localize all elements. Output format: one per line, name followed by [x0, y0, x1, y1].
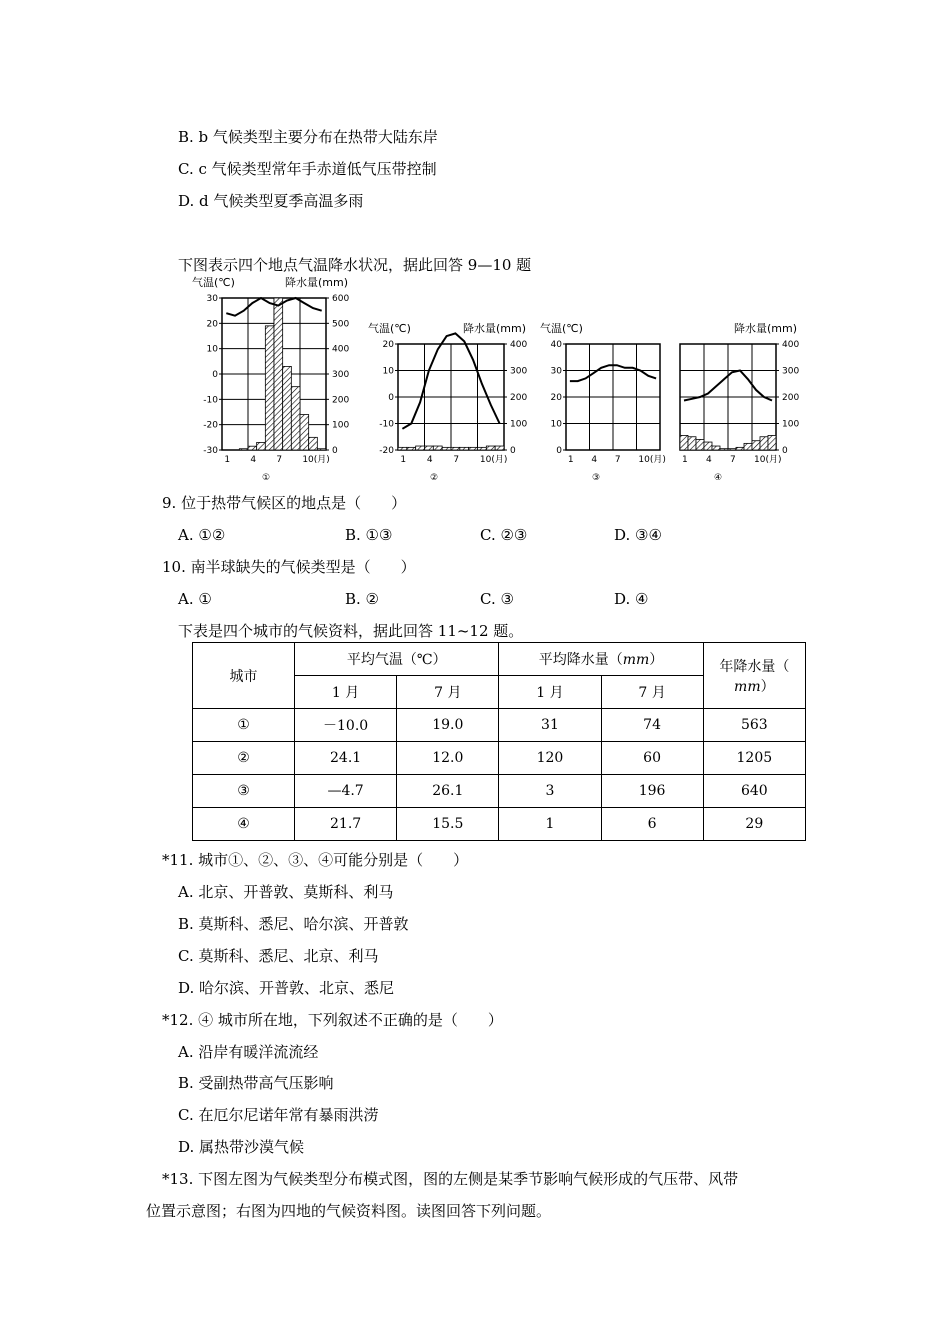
precip-bar	[283, 366, 292, 450]
temp-tick-label: 0	[212, 370, 218, 380]
chart3-grid	[566, 344, 660, 450]
precip-bar	[752, 441, 760, 450]
precip-bar	[433, 446, 442, 450]
header-temp-jul: 7 月	[397, 676, 499, 709]
temp-tick-label: 0	[556, 446, 562, 456]
cell-temp-jan: 24.1	[295, 742, 397, 775]
chart1-precip-label: 降水量(mm)	[285, 276, 349, 289]
climate-chart-2	[366, 320, 538, 484]
month-tick-label: 1	[400, 455, 407, 465]
cell-city: ①	[193, 709, 295, 742]
chart1-temp-label: 气温(℃)	[192, 276, 235, 289]
cell-precip-jul: 6	[601, 808, 703, 841]
precip-tick-label: 200	[332, 395, 350, 406]
precip-bar	[478, 447, 487, 450]
precip-tick-label: 400	[510, 340, 528, 350]
chart2-precip-label: 降水量(mm)	[463, 322, 527, 335]
precip-tick-label: 300	[782, 366, 800, 377]
q8-option-b: B. b 气候类型主要分布在热带大陆东岸	[178, 128, 438, 146]
climate-chart-1	[190, 274, 360, 484]
precip-bar	[696, 439, 704, 450]
header-avg-precip: 平均降水量（mm）	[499, 643, 703, 676]
precip-tick-label: 500	[332, 319, 350, 330]
precip-bar	[248, 446, 257, 450]
cell-precip-jul: 74	[601, 709, 703, 742]
precip-tick-label: 200	[782, 393, 800, 403]
cell-precip-jul: 60	[601, 742, 703, 775]
month-tick-label: 1	[567, 455, 574, 465]
header-temp-jan: 1 月	[295, 676, 397, 709]
precip-bar	[317, 449, 326, 450]
month-tick-label: 4	[426, 455, 433, 465]
header-precip-jul: 7 月	[601, 676, 703, 709]
temp-tick-label: 30	[206, 294, 218, 304]
precip-bar	[274, 298, 283, 450]
precip-bar	[460, 447, 469, 450]
month-tick-label: 10(月)	[638, 455, 666, 465]
question-11: *11. 城市①、②、③、④可能分别是（ ）	[162, 851, 469, 869]
precip-tick-label: 100	[332, 420, 350, 431]
climate-chart-4	[678, 320, 812, 484]
q8-option-d: D. d 气候类型夏季高温多雨	[178, 192, 364, 210]
temp-tick-label: -20	[203, 420, 218, 431]
cell-temp-jan: －10.0	[295, 709, 397, 742]
table-row	[193, 742, 806, 775]
temp-tick-label: 20	[206, 319, 218, 330]
question-12: *12. ④ 城市所在地，下列叙述不正确的是（ ）	[162, 1011, 503, 1029]
precip-tick-label: 300	[332, 370, 350, 380]
temp-tick-label: -30	[203, 446, 218, 456]
precip-tick-label: 0	[510, 446, 516, 456]
question-13-line2: 位置示意图；右图为四地的气候资料图。读图回答下列问题。	[146, 1202, 552, 1220]
precip-bar	[736, 447, 744, 450]
precip-bar	[407, 447, 416, 450]
question-10: 10. 南半球缺失的气候类型是（ ）	[162, 558, 416, 576]
cell-precip-jul: 196	[601, 775, 703, 808]
q10-option-b: B. ②	[345, 590, 380, 608]
q9-option-c: C. ②③	[480, 526, 528, 544]
chart4-precip-label: 降水量(mm)	[734, 322, 798, 335]
intro-11-12: 下表是四个城市的气候资料，据此回答 11~12 题。	[178, 622, 524, 640]
precip-tick-label: 100	[782, 419, 800, 430]
month-tick-label: 10(月)	[479, 455, 508, 465]
month-tick-label: 10(月)	[754, 455, 782, 465]
chart4-marker: ④	[713, 473, 723, 483]
temp-tick-label: -10	[379, 419, 394, 430]
precip-bar	[680, 435, 688, 450]
cell-city: ③	[193, 775, 295, 808]
climate-chart-3	[538, 320, 678, 484]
header-precip-jan: 1 月	[499, 676, 601, 709]
temp-tick-label: 40	[550, 340, 562, 350]
cell-city: ④	[193, 808, 295, 841]
cell-temp-jan: 21.7	[295, 808, 397, 841]
chart2-marker: ②	[429, 473, 439, 483]
precip-tick-label: 400	[332, 344, 350, 355]
q11-option-d: D. 哈尔滨、开普敦、北京、悉尼	[178, 979, 395, 997]
month-tick-label: 1	[224, 455, 231, 465]
precip-bar	[704, 442, 712, 450]
precip-tick-label: 200	[510, 393, 528, 403]
header-avg-temp: 平均气温（℃）	[295, 643, 499, 676]
precip-tick-label: 100	[510, 419, 528, 430]
month-tick-label: 7	[614, 455, 621, 465]
cell-precip-jan: 1	[499, 808, 601, 841]
cell-annual: 640	[703, 775, 805, 808]
precip-bar	[486, 446, 495, 450]
question-9: 9. 位于热带气候区的地点是（ ）	[162, 494, 407, 512]
cell-precip-jan: 31	[499, 709, 601, 742]
q11-option-b: B. 莫斯科、悉尼、哈尔滨、开普敦	[178, 915, 409, 933]
month-tick-label: 7	[276, 455, 283, 465]
cell-temp-jul: 12.0	[397, 742, 499, 775]
precip-bar	[688, 437, 696, 450]
cell-temp-jul: 15.5	[397, 808, 499, 841]
cell-precip-jan: 120	[499, 742, 601, 775]
chart1-marker: ①	[261, 473, 271, 483]
temp-tick-label: 20	[550, 393, 562, 403]
cell-annual: 29	[703, 808, 805, 841]
precip-bar	[425, 446, 434, 450]
table-row	[193, 775, 806, 808]
q9-option-b: B. ①③	[345, 526, 393, 544]
month-tick-label: 10(月)	[302, 455, 330, 465]
q10-option-a: A. ①	[178, 590, 212, 608]
month-tick-label: 4	[250, 455, 257, 465]
header-city: 城市	[193, 643, 295, 709]
header-annual-precip: 年降水量（ mm）	[703, 643, 805, 709]
chart3-marker: ③	[591, 473, 601, 483]
temp-tick-label: 10	[550, 419, 562, 430]
q11-option-c: C. 莫斯科、悉尼、北京、利马	[178, 947, 379, 965]
precip-tick-label: 0	[332, 446, 338, 456]
precip-bar	[291, 387, 300, 450]
month-tick-label: 7	[730, 455, 736, 465]
cell-city: ②	[193, 742, 295, 775]
precip-bar	[760, 437, 768, 450]
precip-bar	[398, 447, 407, 450]
cell-temp-jan: —4.7	[295, 775, 397, 808]
precip-bar	[309, 437, 318, 450]
q8-option-c: C. c 气候类型常年手赤道低气压带控制	[178, 160, 437, 178]
cell-temp-jul: 19.0	[397, 709, 499, 742]
temp-tick-label: 10	[382, 366, 394, 377]
question-13-line1: *13. 下图左图为气候类型分布模式图，图的左侧是某季节影响气候形成的气压带、风带	[162, 1170, 739, 1188]
chart4-grid	[680, 344, 776, 450]
precip-bar	[744, 443, 752, 450]
precip-tick-label: 300	[510, 366, 528, 377]
table-row	[193, 709, 806, 742]
precip-bar	[442, 447, 451, 450]
cell-annual: 1205	[703, 742, 805, 775]
cell-temp-jul: 26.1	[397, 775, 499, 808]
temp-tick-label: 30	[550, 366, 562, 377]
table-row	[193, 808, 806, 841]
city-climate-table	[192, 642, 806, 841]
month-tick-label: 7	[453, 455, 460, 465]
precip-bar	[265, 326, 274, 450]
q12-option-c: C. 在厄尔尼诺年常有暴雨洪涝	[178, 1106, 379, 1124]
month-tick-label: 4	[591, 455, 598, 465]
chart3-temp-label: 气温(℃)	[540, 322, 583, 335]
precip-bar	[239, 449, 248, 450]
q9-option-a: A. ①②	[178, 526, 226, 544]
precip-bar	[712, 446, 720, 450]
precip-bar	[720, 449, 728, 450]
q12-option-b: B. 受副热带高气压影响	[178, 1074, 334, 1092]
cell-annual: 563	[703, 709, 805, 742]
q12-option-d: D. 属热带沙漠气候	[178, 1138, 305, 1156]
intro-9-10: 下图表示四个地点气温降水状况，据此回答 9—10 题	[178, 256, 532, 274]
temp-tick-label: -20	[379, 446, 394, 456]
temp-tick-label: 0	[388, 393, 394, 403]
month-tick-label: 1	[682, 455, 688, 465]
q11-option-a: A. 北京、开普敦、莫斯科、利马	[178, 883, 394, 901]
q9-option-d: D. ③④	[614, 526, 662, 544]
precip-tick-label: 600	[332, 294, 350, 304]
q12-option-a: A. 沿岸有暖洋流流经	[178, 1043, 319, 1061]
q10-option-c: C. ③	[480, 590, 514, 608]
precip-bar	[728, 449, 736, 450]
precip-bar	[257, 442, 266, 450]
precip-bar	[416, 446, 425, 450]
temp-tick-label: -10	[203, 395, 218, 406]
precip-tick-label: 0	[782, 446, 788, 456]
month-tick-label: 4	[706, 455, 712, 465]
temp-tick-label: 20	[382, 340, 394, 350]
chart2-temp-label: 气温(℃)	[368, 322, 411, 335]
cell-precip-jan: 3	[499, 775, 601, 808]
precip-bar	[469, 447, 478, 450]
precip-bar	[495, 446, 504, 450]
precip-bar	[300, 415, 309, 450]
q10-option-d: D. ④	[614, 590, 649, 608]
precip-bar	[451, 447, 460, 450]
temp-tick-label: 10	[206, 344, 218, 355]
precip-tick-label: 400	[782, 340, 800, 350]
precip-bar	[768, 435, 776, 450]
